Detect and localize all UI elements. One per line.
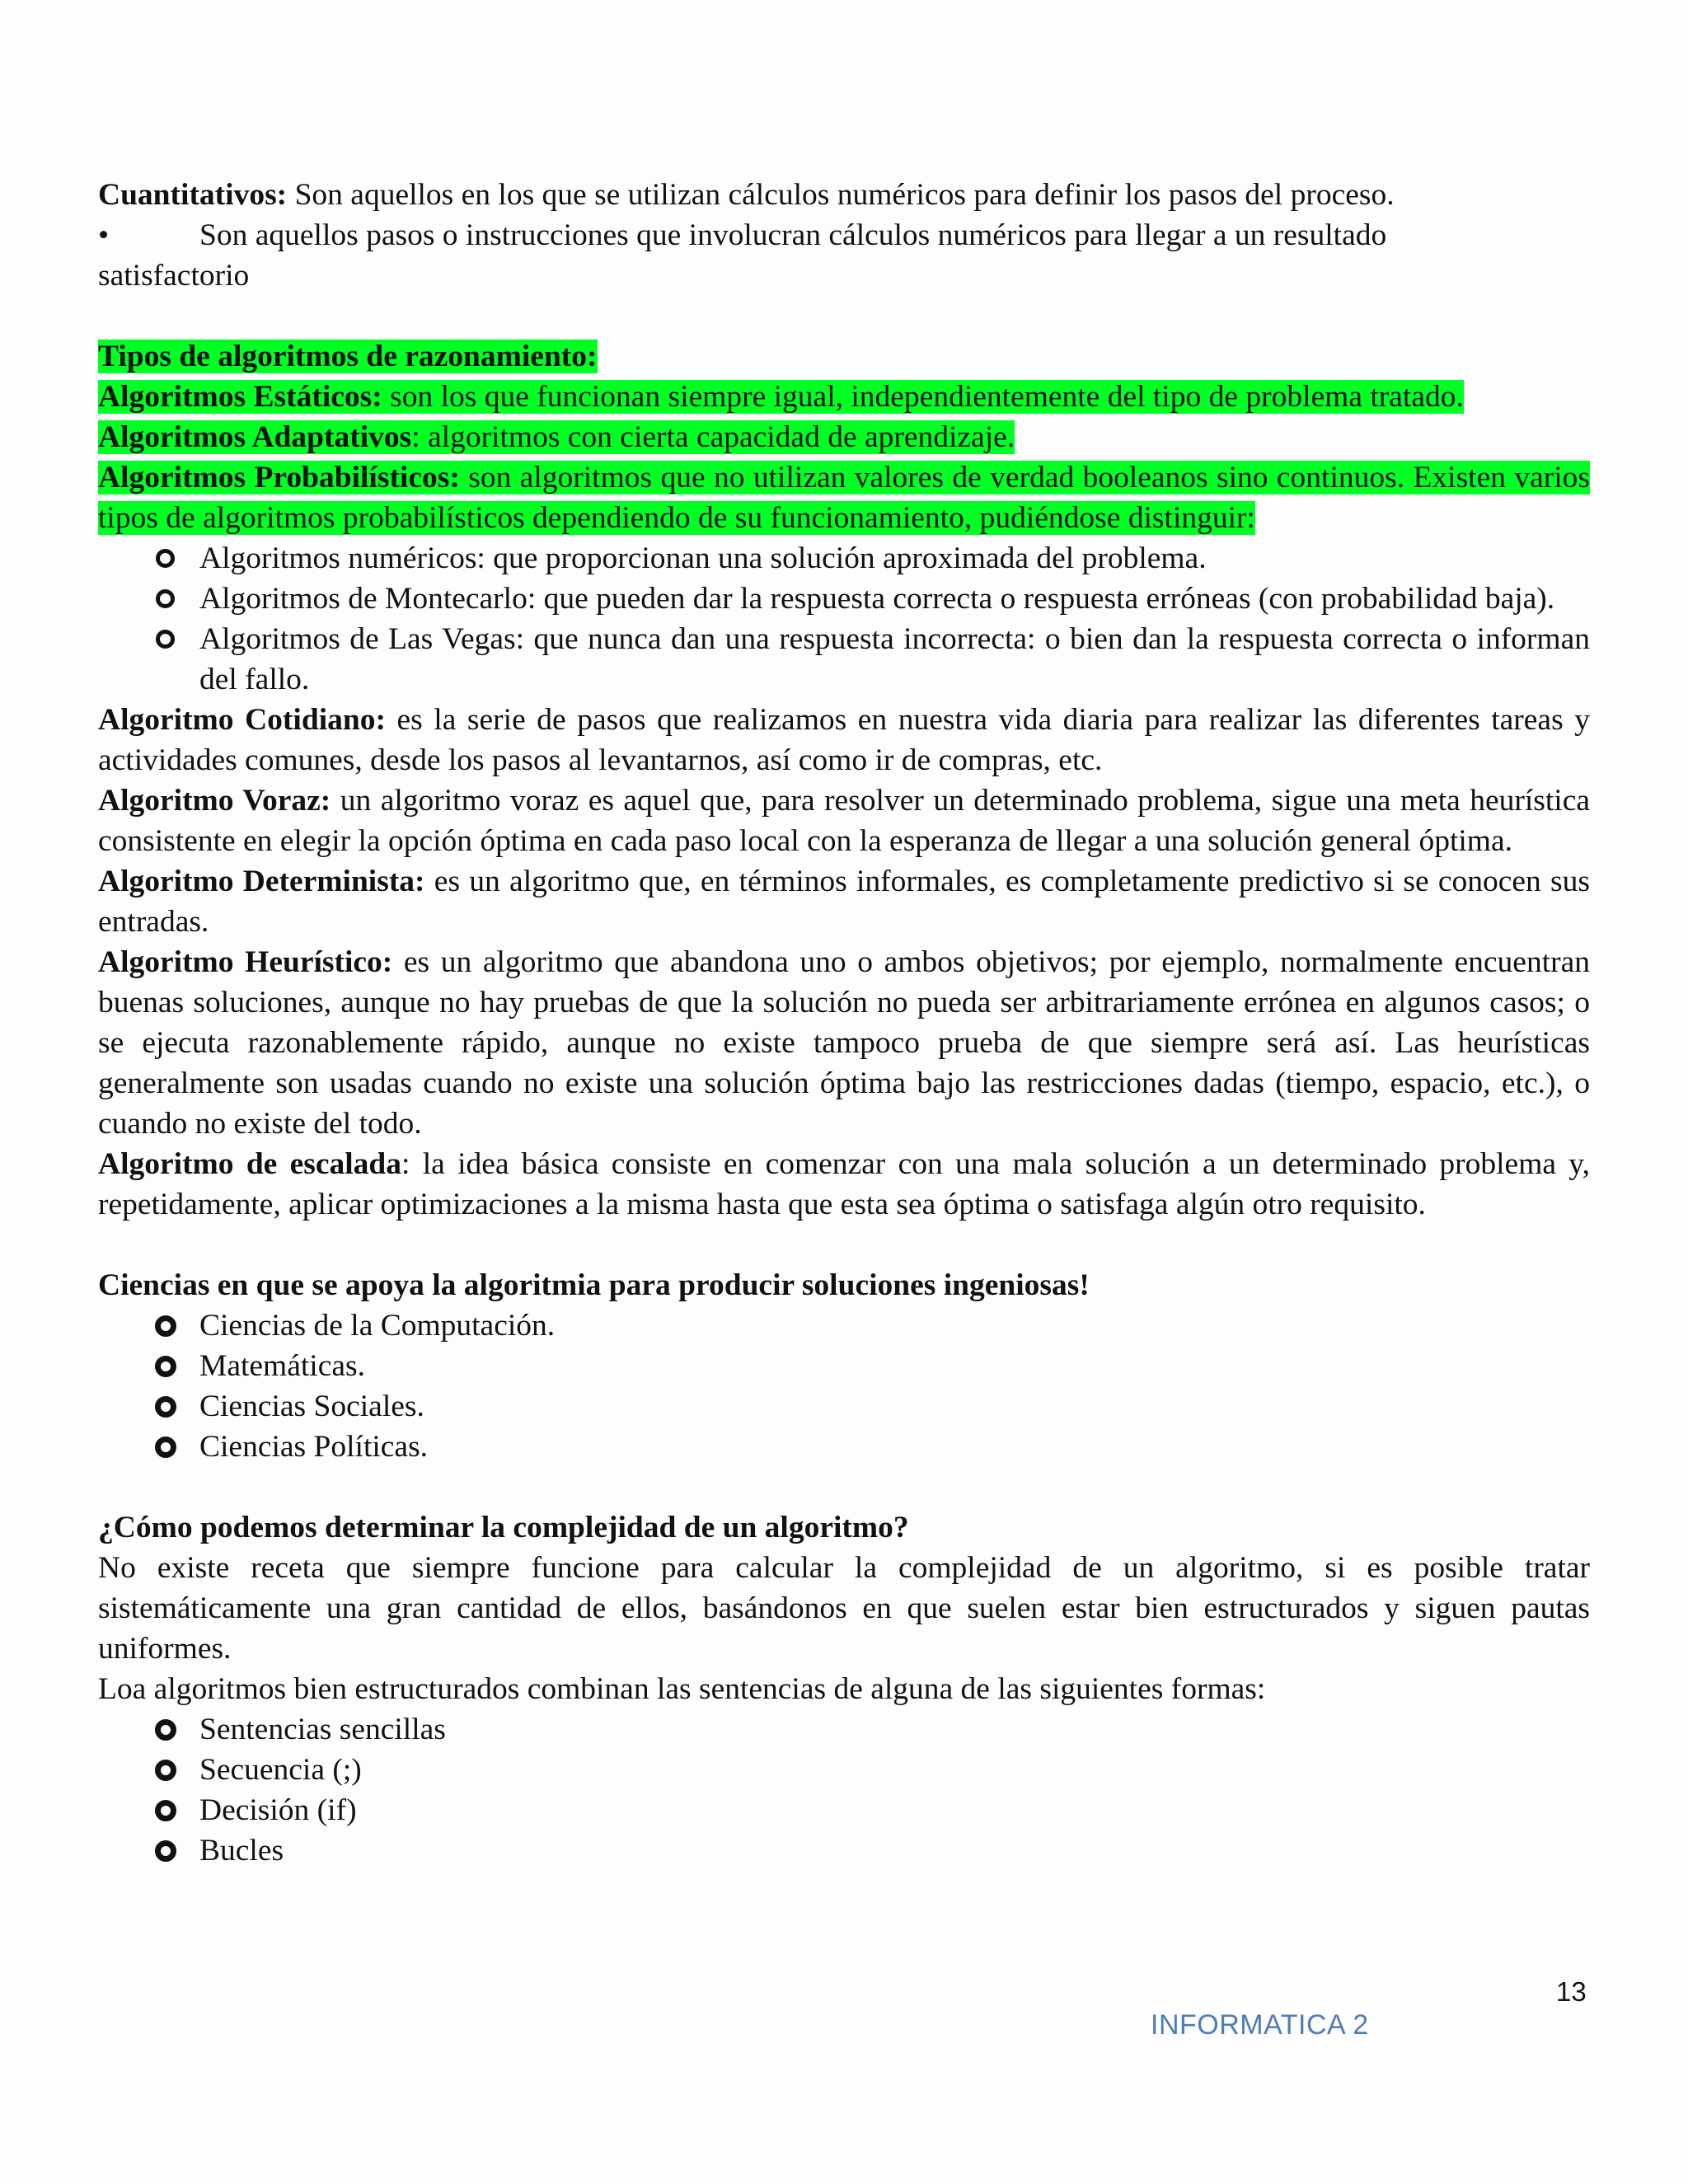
sentence-forms-list — [98, 1709, 1590, 1871]
term: Algoritmos Adaptativos — [98, 420, 412, 454]
list-item: Decisión (if) — [98, 1790, 1590, 1830]
complejidad-paragraph: No existe receta que siempre funcione para calcular la complejidad de un algoritmo, si es posible tratar sistemáticamente una gran cantidad de ellos, basándonos en que suelen estar bien estructurados y siguen pautas uniformes. — [98, 1551, 1590, 1666]
definition: : la idea básica consiste en comenzar con una mala solución a un determinado problema y, repetidamente, aplicar optimizaciones a la misma hasta que esta sea óptima o satisfaga algún otro requisito. — [98, 1147, 1590, 1221]
circle-bullet-icon — [155, 1840, 176, 1862]
def-probabilisticos — [98, 457, 1590, 538]
term: Algoritmo Voraz: — [98, 784, 331, 818]
def-escalada — [98, 1144, 1590, 1225]
circle-bullet-icon — [156, 589, 175, 608]
circle-bullet-icon — [155, 1719, 176, 1741]
complejidad-forms-intro: Loa algoritmos bien estructurados combinan las sentencias de alguna de las siguientes formas: — [98, 1672, 1266, 1706]
list-item: Secuencia (;) — [98, 1750, 1590, 1790]
page-footer: INFORMATICA 2 — [1151, 2009, 1369, 2041]
circle-bullet-icon — [155, 1800, 176, 1821]
definition: : algoritmos con cierta capacidad de aprendizaje. — [411, 420, 1015, 454]
bullet-text: Son aquellos pasos o instrucciones que involucran cálculos numéricos para llegar a un resultado — [199, 218, 1387, 252]
term: Algoritmo Heurístico: — [98, 945, 393, 979]
page-number: 13 — [1556, 1976, 1587, 2007]
circle-bullet-icon — [155, 1396, 176, 1418]
circle-bullet-icon — [155, 1356, 176, 1377]
razonamiento-heading: Tipos de algoritmos de razonamiento: — [98, 340, 598, 373]
definition: son los que funcionan siempre igual, independientemente del tipo de problema tratado. — [382, 380, 1464, 414]
ciencias-list — [98, 1305, 1590, 1467]
definition: son algoritmos que no utilizan valores de verdad booleanos sino continuos. Existen varios tipos de algoritmos probabilísticos dependiendo de su funcionamiento, pudiéndose distinguir: — [98, 461, 1591, 535]
list-item: Matemáticas. — [98, 1346, 1590, 1386]
def-cotidiano — [98, 700, 1590, 780]
list-item: Algoritmos de Las Vegas: que nunca dan una respuesta incorrecta: o bien dan la respuesta correcta o informan del fallo. — [98, 619, 1590, 700]
list-item: Ciencias de la Computación. — [98, 1305, 1590, 1346]
document-body — [98, 175, 1590, 1871]
definition: un algoritmo voraz es aquel que, para resolver un determinado problema, sigue una meta heurística consistente en elegir la opción óptima en cada paso local con la esperanza de llegar a una solución general óptima. — [98, 784, 1590, 858]
def-voraz — [98, 780, 1590, 861]
term: Algoritmos Probabilísticos: — [98, 461, 460, 494]
list-item: Ciencias Sociales. — [98, 1386, 1590, 1427]
complejidad-heading: ¿Cómo podemos determinar la complejidad de un algoritmo? — [98, 1511, 909, 1544]
definition: es un algoritmo que, en términos informales, es completamente predictivo si se conocen sus entradas. — [98, 865, 1590, 939]
list-item: Sentencias sencillas — [98, 1709, 1590, 1750]
cuantitativos-paragraph — [98, 175, 1590, 215]
term: Algoritmo de escalada — [98, 1147, 402, 1181]
circle-bullet-icon — [155, 1436, 176, 1458]
def-heuristico — [98, 942, 1590, 1144]
def-adaptativos — [98, 417, 1590, 457]
definition: es un algoritmo que abandona uno o ambos objetivos; por ejemplo, normalmente encuentran buenas soluciones, aunque no hay pruebas de que la solución no pueda ser arbitrariamente errónea en algunos casos; o se ejecuta razonablemente rápido, aunque no existe tampoco prueba de que siempre será así. Las heurísticas generalmente son usadas cuando no existe una solución óptima bajo las restricciones dadas (tiempo, espacio, etc.), o cuando no existe del todo. — [98, 945, 1590, 1141]
def-estaticos — [98, 377, 1590, 417]
definition: es la serie de pasos que realizamos en nuestra vida diaria para realizar las diferentes tareas y actividades comunes, desde los pasos al levantarnos, así como ir de compras, etc. — [98, 703, 1590, 777]
cuantitativos-bullet — [98, 215, 1590, 255]
term: Algoritmo Determinista: — [98, 865, 425, 898]
probabilistic-types-list — [98, 538, 1590, 700]
bullet-continuation: satisfactorio — [98, 259, 250, 293]
list-item: Algoritmos numéricos: que proporcionan una solución aproximada del problema. — [98, 538, 1590, 579]
definition: Son aquellos en los que se utilizan cálculos numéricos para definir los pasos del proceso. — [287, 178, 1395, 212]
list-item: Bucles — [98, 1830, 1590, 1871]
bullet-dot: • — [98, 218, 110, 252]
def-determinista — [98, 861, 1590, 942]
circle-bullet-icon — [156, 630, 175, 649]
list-item: Algoritmos de Montecarlo: que pueden dar la respuesta correcta o respuesta erróneas (con probabilidad baja). — [98, 579, 1590, 619]
term: Algoritmos Estáticos: — [98, 380, 382, 414]
circle-bullet-icon — [156, 549, 175, 568]
list-item: Ciencias Políticas. — [98, 1427, 1590, 1467]
circle-bullet-icon — [155, 1760, 176, 1781]
term: Algoritmo Cotidiano: — [98, 703, 386, 737]
circle-bullet-icon — [155, 1315, 176, 1337]
ciencias-heading: Ciencias en que se apoya la algoritmia para producir soluciones ingeniosas! — [98, 1268, 1090, 1302]
term: Cuantitativos: — [98, 178, 288, 212]
